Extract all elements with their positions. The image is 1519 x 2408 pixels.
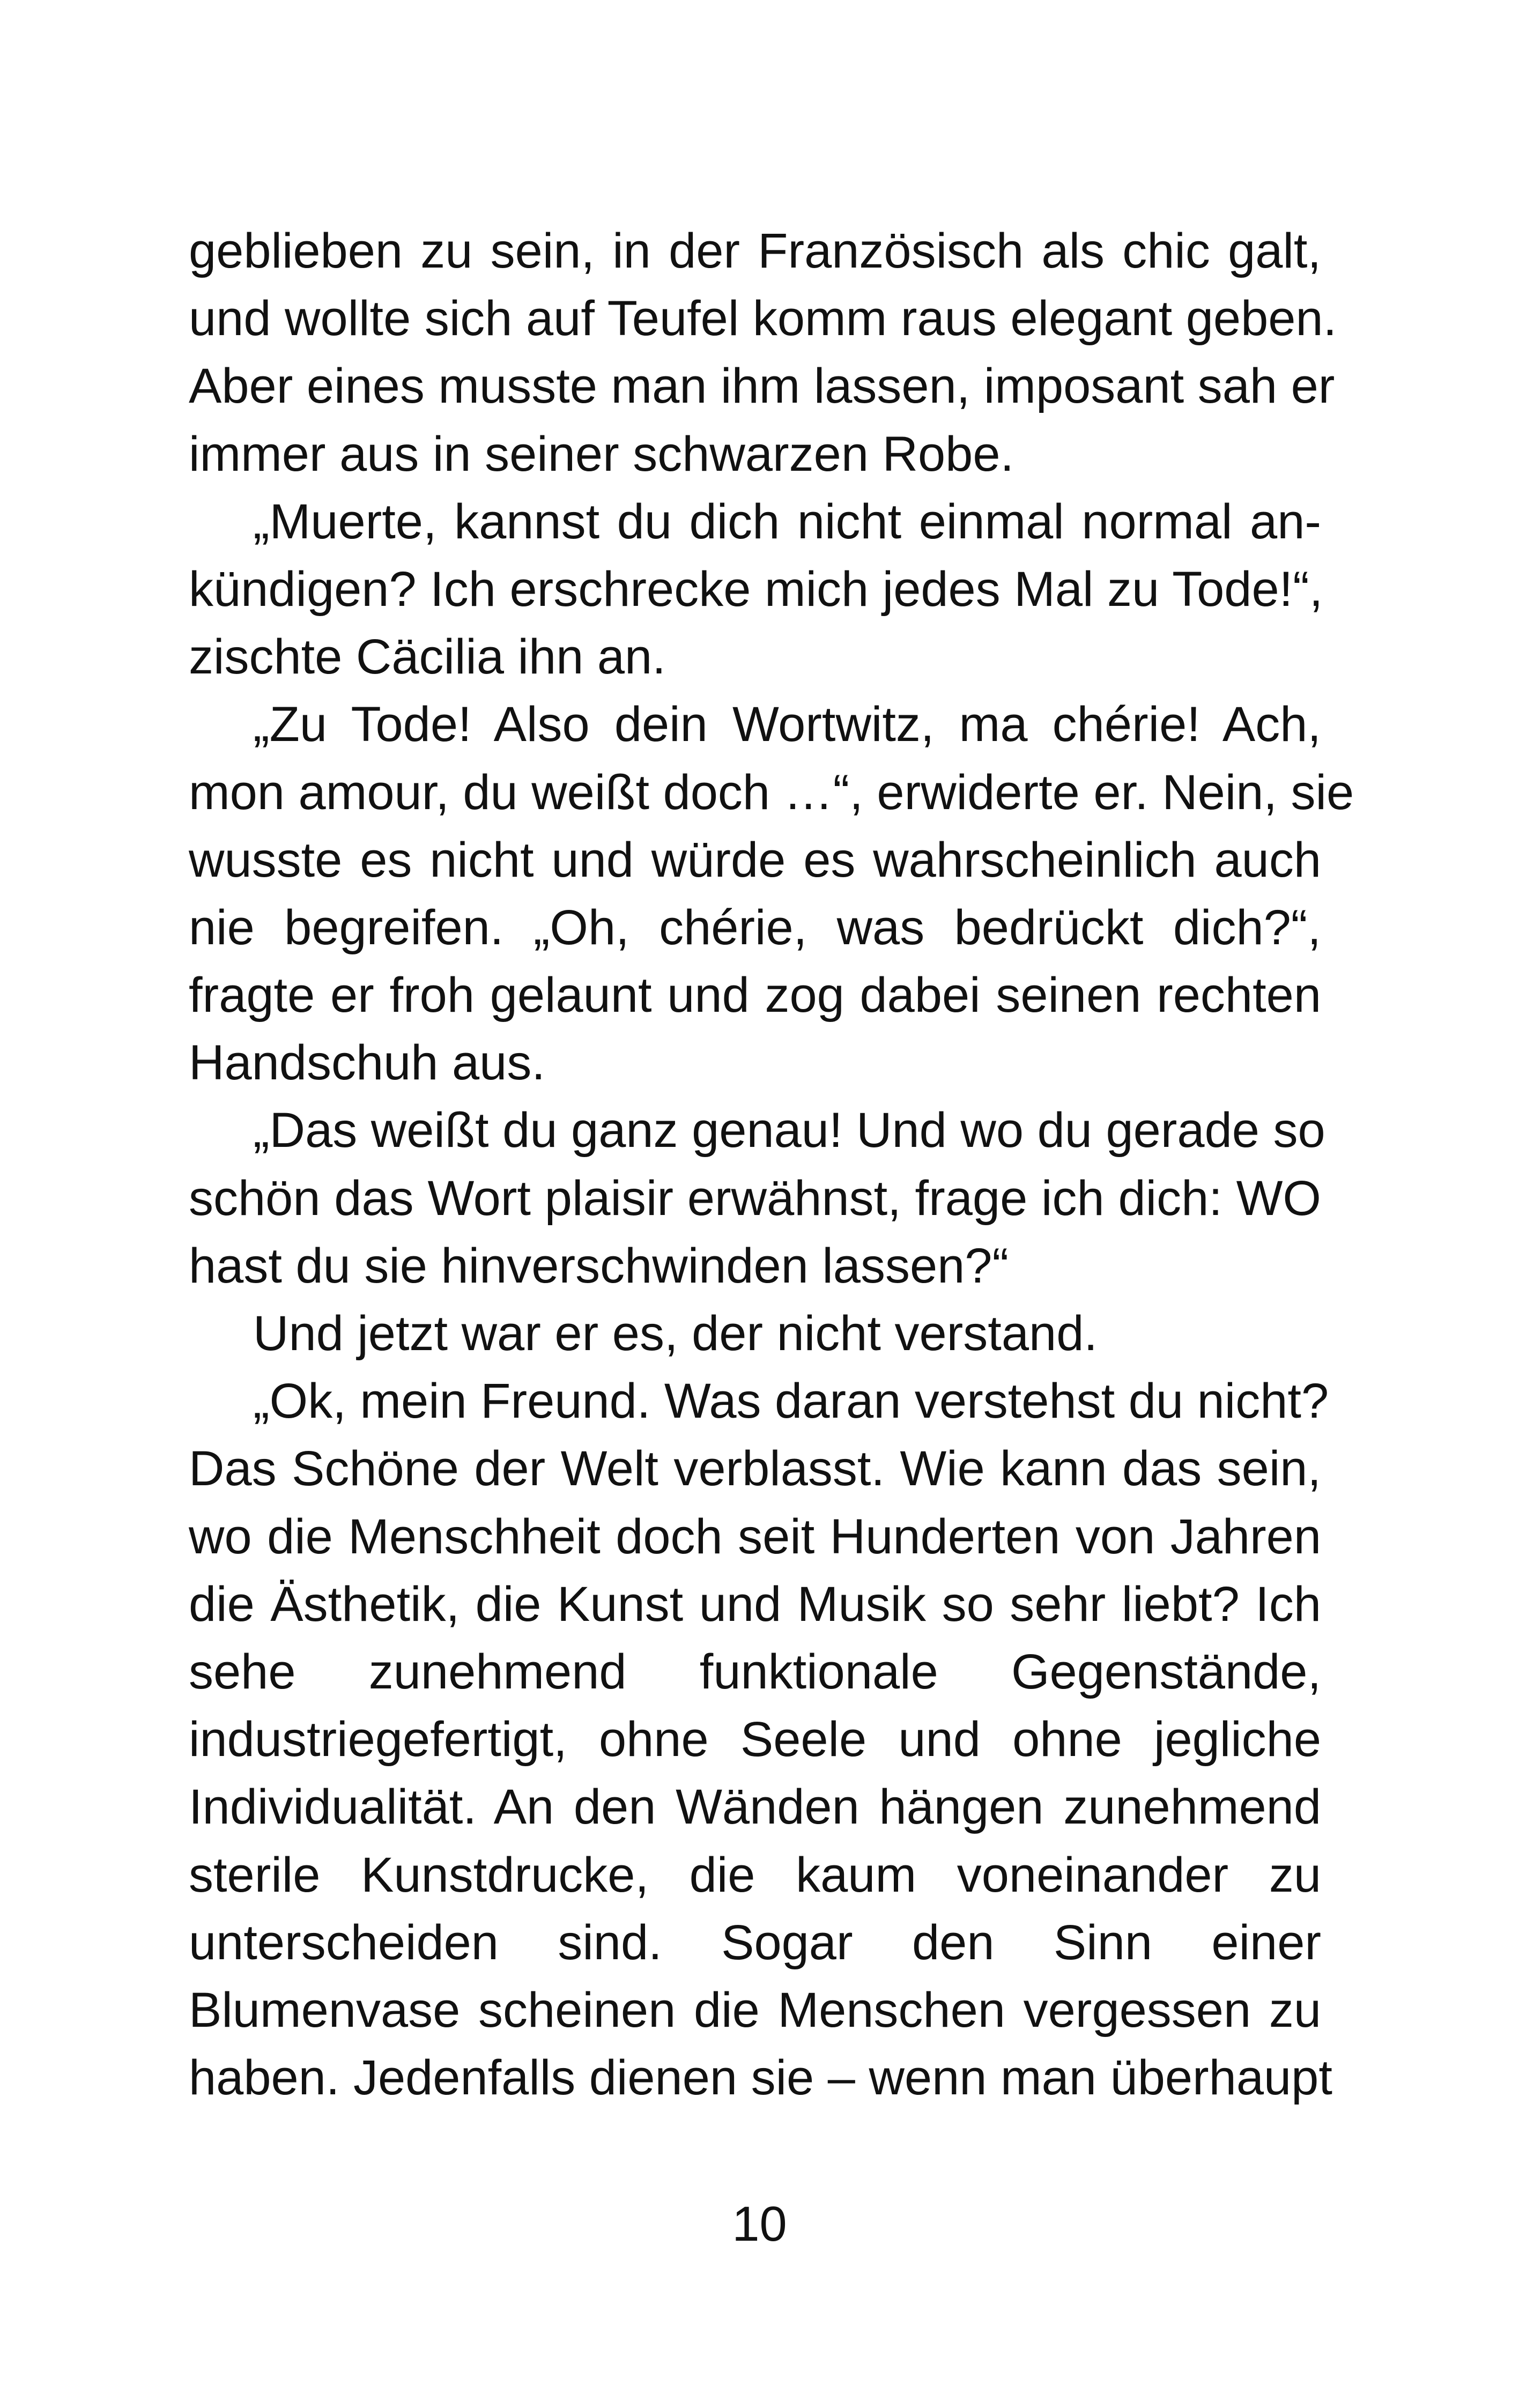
text-line: industriegefertigt, ohne Seele und ohne jegliche [189, 1712, 1321, 1767]
text-line: „Das weißt du ganz genau! Und wo du gerade so [253, 1103, 1325, 1158]
text-line: Und jetzt war er es, der nicht verstand. [253, 1306, 1098, 1361]
text-line: geblieben zu sein, in der Französisch als chic galt, [189, 224, 1321, 278]
text-line: „Ok, mein Freund. Was daran verstehst du nicht? [253, 1374, 1329, 1429]
text-line: Aber eines musste man ihm lassen, imposant sah er [189, 359, 1335, 414]
text-line: unterscheiden sind. Sogar den Sinn einer [189, 1915, 1321, 1970]
text-line: fragte er froh gelaunt und zog dabei seinen rechten [189, 968, 1321, 1023]
text-line: mon amour, du weißt doch …“, erwiderte er. Nein, sie [189, 765, 1354, 820]
text-line: wo die Menschheit doch seit Hunderten von Jahren [189, 1509, 1321, 1564]
text-line: Das Schöne der Welt verblasst. Wie kann das sein, [189, 1441, 1321, 1496]
text-line: zischte Cäcilia ihn an. [189, 629, 666, 685]
text-line: „Muerte, kannst du dich nicht einmal normal an- [253, 494, 1321, 549]
text-line: immer aus in seiner schwarzen Robe. [189, 426, 1014, 481]
text-line: kündigen? Ich erschrecke mich jedes Mal zu Tode!“, [189, 561, 1323, 617]
text-line: haben. Jedenfalls dienen sie – wenn man überhaupt [189, 2050, 1332, 2106]
text-line: wusste es nicht und würde es wahrscheinlich auch [189, 832, 1321, 887]
text-line: Handschuh aus. [189, 1035, 545, 1091]
text-line: schön das Wort plaisir erwähnst, frage ich dich: WO [189, 1170, 1321, 1226]
body-text [189, 217, 1354, 2111]
text-line: „Zu Tode! Also dein Wortwitz, ma chérie! Ach, [253, 697, 1321, 752]
page-number: 10 [732, 2197, 787, 2251]
text-line: sehe zunehmend funktionale Gegenstände, [189, 1644, 1321, 1699]
text-line: Individualität. An den Wänden hängen zunehmend [189, 1780, 1321, 1835]
text-line: Blumenvase scheinen die Menschen vergessen zu [189, 1982, 1321, 2037]
text-line: hast du sie hinverschwinden lassen?“ [189, 1238, 1009, 1293]
text-line: und wollte sich auf Teufel komm raus elegant geben. [189, 291, 1337, 346]
text-line: nie begreifen. „Oh, chérie, was bedrückt dich?“, [189, 900, 1321, 955]
text-line: sterile Kunstdrucke, die kaum voneinander zu [189, 1847, 1321, 1902]
text-line: die Ästhetik, die Kunst und Musik so sehr liebt? Ich [189, 1576, 1321, 1632]
